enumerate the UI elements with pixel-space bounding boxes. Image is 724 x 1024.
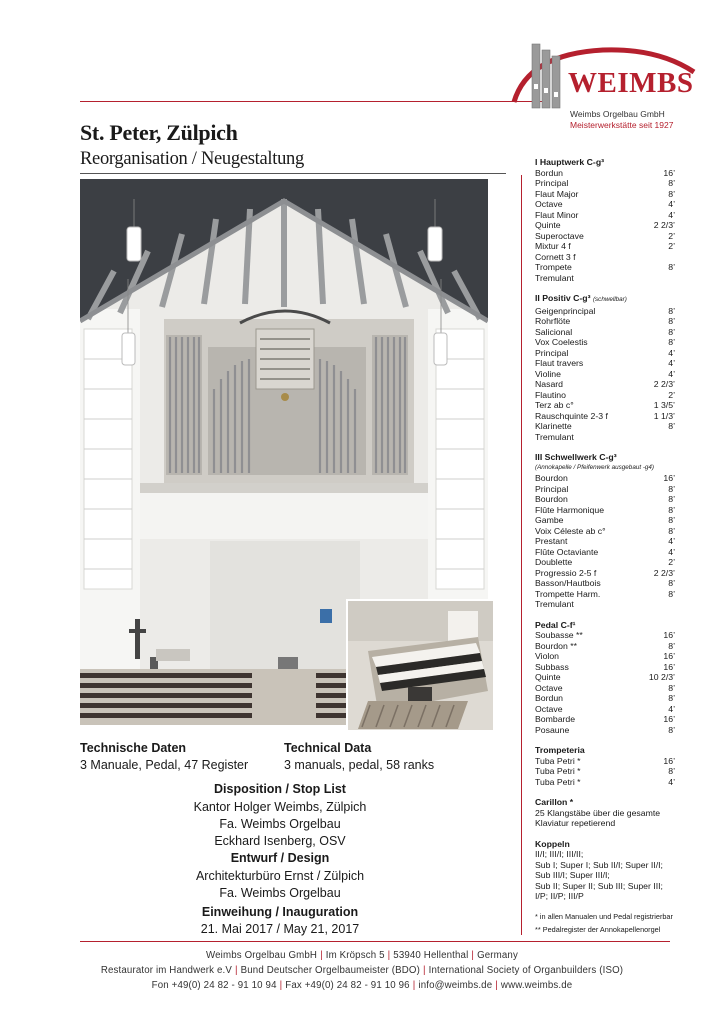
- logo-company-name: Weimbs Orgelbau GmbH: [570, 109, 665, 119]
- stop-pitch: 8’: [668, 682, 675, 693]
- section-note: (schwellbar): [592, 296, 627, 303]
- stop-pitch: 8’: [668, 588, 675, 599]
- stop-pitch: 8’: [668, 578, 675, 588]
- footer-website-link[interactable]: www.weimbs.de: [500, 980, 573, 991]
- stop-pitch: 8’: [668, 640, 675, 651]
- footnote: * in allen Manualen und Pedal registrierbar: [535, 911, 673, 921]
- stop-pitch: 4’: [668, 703, 675, 714]
- manual-positiv: [535, 293, 675, 442]
- disposition-line: Kantor Holger Weimbs, Zülpich: [193, 800, 367, 814]
- stop-pitch: 8’: [668, 188, 675, 199]
- stop-row: [535, 725, 675, 736]
- stop-pitch: 8’: [668, 305, 675, 316]
- footer-street: Im Kröpsch 5: [325, 950, 385, 961]
- stop-name: Flûte Harmonique: [535, 504, 605, 515]
- stop-row: [535, 252, 675, 263]
- stop-row: [535, 379, 675, 390]
- inauguration-date: 21. Mai 2017 / May 21, 2017: [200, 922, 360, 936]
- stop-name: Terz ab c°: [535, 400, 574, 410]
- stop-row: [535, 599, 675, 610]
- stop-name: Octave: [535, 682, 563, 693]
- stop-pitch: 8’: [668, 483, 675, 494]
- footer-memberships: Restaurator im Handwerk e.V | Bund Deutscher Orgelbaumeister (BDO) | International Society of Organbuilders (ISO): [100, 965, 624, 976]
- footnote: ** Pedalregister der Annokapellenorgel: [535, 924, 661, 934]
- stop-row: [535, 505, 675, 516]
- stop-row: [535, 369, 675, 380]
- stop-row: [535, 704, 675, 715]
- footer-fax: Fax +49(0) 24 82 - 91 10 96: [285, 980, 410, 991]
- stop-pitch: 8’: [668, 337, 675, 347]
- stop-pitch: 4’: [668, 368, 675, 379]
- stop-name: Quinte: [535, 672, 561, 682]
- stop-name: Tuba Petri *: [535, 766, 581, 776]
- stop-name: Bombarde: [535, 714, 576, 724]
- stop-name: Octave: [535, 199, 563, 209]
- footer-rule: [80, 941, 670, 942]
- stop-row: [535, 777, 675, 788]
- stop-pitch: 1 1/3’: [653, 410, 675, 421]
- stop-pitch: 4’: [668, 546, 675, 557]
- stop-name: Soubasse **: [535, 630, 583, 640]
- stop-name: Geigenprincipal: [535, 305, 596, 316]
- stop-row: [535, 651, 675, 662]
- stop-pitch: 2’: [668, 557, 675, 567]
- stop-pitch: 2 2/3’: [653, 379, 675, 389]
- stop-pitch: 2’: [668, 241, 675, 251]
- stop-name: Posaune: [535, 724, 570, 735]
- stop-pitch: 2 2/3’: [653, 220, 675, 230]
- stop-row: [535, 421, 675, 432]
- stop-row: [535, 411, 675, 422]
- stop-pitch: 8’: [668, 504, 675, 515]
- stop-name: Cornett 3 f: [535, 251, 576, 262]
- stop-row: [535, 557, 675, 568]
- stop-name: Rauschquinte 2-3 f: [535, 410, 608, 421]
- section-note: (Annokapelle / Pfeifenwerk ausgebaut -g4): [535, 463, 655, 471]
- stoplist-rule: [521, 175, 522, 935]
- coupler-line: I/P; II/P; III/P: [535, 891, 584, 901]
- stop-name: Tremulant: [535, 599, 574, 609]
- disposition-line: Fa. Weimbs Orgelbau: [219, 817, 341, 831]
- disposition-block: [150, 782, 410, 850]
- footer-email-link[interactable]: info@weimbs.de: [418, 980, 493, 991]
- stop-pitch: 4’: [668, 776, 675, 787]
- section-heading: Koppeln: [535, 838, 570, 849]
- koppeln: [535, 839, 675, 902]
- stop-row: [535, 672, 675, 683]
- stop-pitch: 8’: [668, 178, 675, 188]
- stop-row: [535, 348, 675, 359]
- stop-row: [535, 178, 675, 189]
- stop-pitch: 16’: [663, 167, 675, 178]
- footer-phone: Fon +49(0) 24 82 - 91 10 94: [151, 980, 277, 991]
- section-heading: III Schwellwerk C-g³: [535, 452, 617, 462]
- stop-name: Flûte Octaviante: [535, 546, 599, 557]
- design-line: Architekturbüro Ernst / Zülpich: [195, 869, 365, 883]
- stop-pitch: 16’: [663, 661, 675, 672]
- logo-wordmark: WEIMBS: [568, 67, 694, 99]
- stop-row: [535, 494, 675, 505]
- organ-console-photo: [346, 599, 495, 732]
- footer-country: Germany: [477, 950, 518, 961]
- section-heading: Trompeteria: [535, 745, 585, 755]
- stop-pitch: 8’: [668, 724, 675, 735]
- manual-hauptwerk: [535, 157, 675, 283]
- stop-row: [535, 273, 675, 284]
- stop-pitch: 8’: [668, 421, 675, 431]
- stop-pitch: 2’: [668, 389, 675, 400]
- logo-tagline: Meisterwerkstätte seit 1927: [570, 120, 674, 130]
- stop-pitch: 8’: [668, 262, 675, 272]
- stop-row: [535, 630, 675, 641]
- stop-pitch: 16’: [663, 473, 675, 483]
- stop-name: Principal: [535, 178, 569, 188]
- footer-contact: Fon +49(0) 24 82 - 91 10 94 | Fax +49(0) 24 82 - 91 10 96 | info@weimbs.de | www.weimbs.de: [151, 980, 573, 991]
- section-heading: Pedal C-f¹: [535, 619, 576, 630]
- stop-row: [535, 536, 675, 547]
- footer-address: Weimbs Orgelbau GmbH | Im Kröpsch 5 | 53940 Hellenthal | Germany: [206, 950, 518, 961]
- stop-name: Octave: [535, 703, 563, 714]
- stop-row: [535, 241, 675, 252]
- inauguration-heading: Einweihung / Inauguration: [201, 905, 359, 919]
- stop-name: Gambe: [535, 515, 564, 525]
- stop-row: [535, 578, 675, 589]
- carillon-line: 25 Klangstäbe über die gesamte: [535, 807, 661, 818]
- stop-name: Tuba Petri *: [535, 755, 581, 766]
- stop-name: Bourdon: [535, 473, 568, 483]
- inauguration-block: [150, 905, 410, 936]
- stop-row: [535, 168, 675, 179]
- section-heading: Carillon *: [535, 797, 574, 807]
- stop-name: Bordun: [535, 693, 564, 703]
- pedal: [535, 620, 675, 736]
- disposition-heading: Disposition / Stop List: [214, 782, 346, 796]
- stop-row: [535, 358, 675, 369]
- stop-pitch: 4’: [668, 347, 675, 358]
- tech-data-de-heading: Technische Daten: [80, 741, 187, 755]
- stop-pitch: 4’: [668, 358, 675, 368]
- coupler-line: Sub I; Super I; Sub II/I; Super II/I;: [535, 859, 663, 870]
- footer-company: Weimbs Orgelbau GmbH: [206, 950, 318, 961]
- stop-name: Quinte: [535, 220, 561, 230]
- stop-pitch: 16’: [663, 630, 675, 640]
- stop-row: [535, 641, 675, 652]
- stop-name: Rohrflöte: [535, 316, 571, 326]
- stop-pitch: 10 2/3’: [648, 672, 675, 682]
- stop-name: Superoctave: [535, 230, 584, 241]
- stop-list: [535, 157, 675, 935]
- stop-row: [535, 484, 675, 495]
- stop-pitch: 4’: [668, 209, 675, 220]
- stop-row: [535, 432, 675, 443]
- stop-row: [535, 400, 675, 411]
- tech-data-en-heading: Technical Data: [284, 741, 372, 755]
- footer-membership: Bund Deutscher Orgelbaumeister (BDO): [240, 965, 420, 976]
- coupler-line: Sub II; Super II; Sub III; Super III;: [535, 880, 663, 891]
- stop-name: Mixtur 4 f: [535, 241, 571, 251]
- coupler-line: Sub III/I; Super III/I;: [535, 870, 610, 880]
- stop-row: [535, 473, 675, 484]
- stop-name: Klarinette: [535, 421, 572, 431]
- footer-city: 53940 Hellenthal: [393, 950, 469, 961]
- stop-row: [535, 693, 675, 704]
- stop-name: Bourdon: [535, 494, 568, 504]
- stop-row: [535, 589, 675, 600]
- page-title: St. Peter, Zülpich: [80, 120, 238, 145]
- stop-row: [535, 515, 675, 526]
- stop-row: [535, 306, 675, 317]
- carillon: [535, 797, 675, 829]
- section-heading: II Positiv C-g³: [535, 293, 591, 303]
- stop-name: Trompete: [535, 262, 572, 272]
- stop-name: Salicional: [535, 326, 573, 337]
- stop-name: Tremulant: [535, 272, 574, 283]
- trompeteria: [535, 745, 675, 787]
- stop-pitch: 8’: [668, 525, 675, 536]
- design-line: Fa. Weimbs Orgelbau: [219, 886, 341, 900]
- stop-pitch: 8’: [668, 494, 675, 504]
- stop-name: Tremulant: [535, 431, 574, 442]
- footer-membership: International Society of Organbuilders (ISO): [428, 965, 624, 976]
- stop-row: [535, 210, 675, 221]
- stop-row: [535, 756, 675, 767]
- stop-name: Doublette: [535, 557, 573, 567]
- stop-pitch: 8’: [668, 515, 675, 525]
- stop-name: Violine: [535, 368, 561, 379]
- stop-name: Principal: [535, 347, 569, 358]
- footer-membership: Restaurator im Handwerk e.V: [100, 965, 232, 976]
- stop-name: Flaut travers: [535, 358, 584, 368]
- tech-data-de-text: 3 Manuale, Pedal, 47 Register: [80, 758, 249, 772]
- page-subtitle: Reorganisation / Neugestaltung: [80, 149, 304, 169]
- header-rule: [80, 101, 544, 102]
- stop-name: Flaut Minor: [535, 209, 579, 220]
- section-heading: I Hauptwerk C-g³: [535, 157, 605, 167]
- stop-pitch: 1 3/5’: [653, 400, 675, 410]
- stop-pitch: 8’: [668, 316, 675, 326]
- stop-pitch: 2 2/3’: [653, 567, 675, 578]
- stop-row: [535, 547, 675, 558]
- stop-name: Voix Céleste ab c°: [535, 525, 606, 536]
- stop-pitch: 16’: [663, 651, 675, 661]
- stop-row: [535, 714, 675, 725]
- stop-pitch: 8’: [668, 693, 675, 703]
- stop-row: [535, 199, 675, 210]
- stop-row: [535, 766, 675, 777]
- stop-pitch: 16’: [663, 755, 675, 766]
- title-rule: [80, 173, 506, 174]
- design-block: [150, 851, 410, 902]
- stop-row: [535, 337, 675, 348]
- stop-pitch: 2’: [668, 230, 675, 241]
- stop-row: [535, 262, 675, 273]
- stop-name: Flaut Major: [535, 188, 579, 199]
- stop-name: Principal: [535, 483, 569, 494]
- stop-row: [535, 568, 675, 579]
- stop-pitch: 8’: [668, 766, 675, 776]
- stop-row: [535, 526, 675, 537]
- stop-name: Trompette Harm.: [535, 588, 601, 599]
- stop-name: Nasard: [535, 379, 564, 389]
- carillon-line: Klaviatur repetierend: [535, 818, 616, 828]
- manual-schwellwerk: [535, 452, 675, 610]
- weimbs-logo: [508, 40, 698, 135]
- stop-pitch: 16’: [663, 714, 675, 724]
- stop-name: Progressio 2-5 f: [535, 567, 597, 578]
- stop-pitch: 8’: [668, 326, 675, 337]
- coupler-line: II/I; III/I; III/II;: [535, 849, 584, 859]
- stop-row: [535, 316, 675, 327]
- stop-row: [535, 327, 675, 338]
- stop-name: Basson/Hautbois: [535, 578, 601, 588]
- tech-data-en-text: 3 manuals, pedal, 58 ranks: [284, 758, 435, 772]
- stop-row: [535, 231, 675, 242]
- stop-row: [535, 683, 675, 694]
- stop-name: Violon: [535, 651, 559, 661]
- stop-name: Tuba Petri *: [535, 776, 581, 787]
- design-heading: Entwurf / Design: [230, 851, 330, 865]
- stop-row: [535, 189, 675, 200]
- stop-name: Prestant: [535, 536, 568, 546]
- stop-name: Subbass: [535, 661, 569, 672]
- stop-name: Bordun: [535, 167, 564, 178]
- stop-row: [535, 390, 675, 401]
- stop-name: Vox Coelestis: [535, 337, 588, 347]
- stop-row: [535, 220, 675, 231]
- stop-name: Bourdon **: [535, 640, 578, 651]
- stop-pitch: 4’: [668, 199, 675, 209]
- disposition-line: Eckhard Isenberg, OSV: [214, 834, 346, 848]
- stop-name: Flautino: [535, 389, 566, 400]
- stop-pitch: 4’: [668, 536, 675, 546]
- stop-row: [535, 662, 675, 673]
